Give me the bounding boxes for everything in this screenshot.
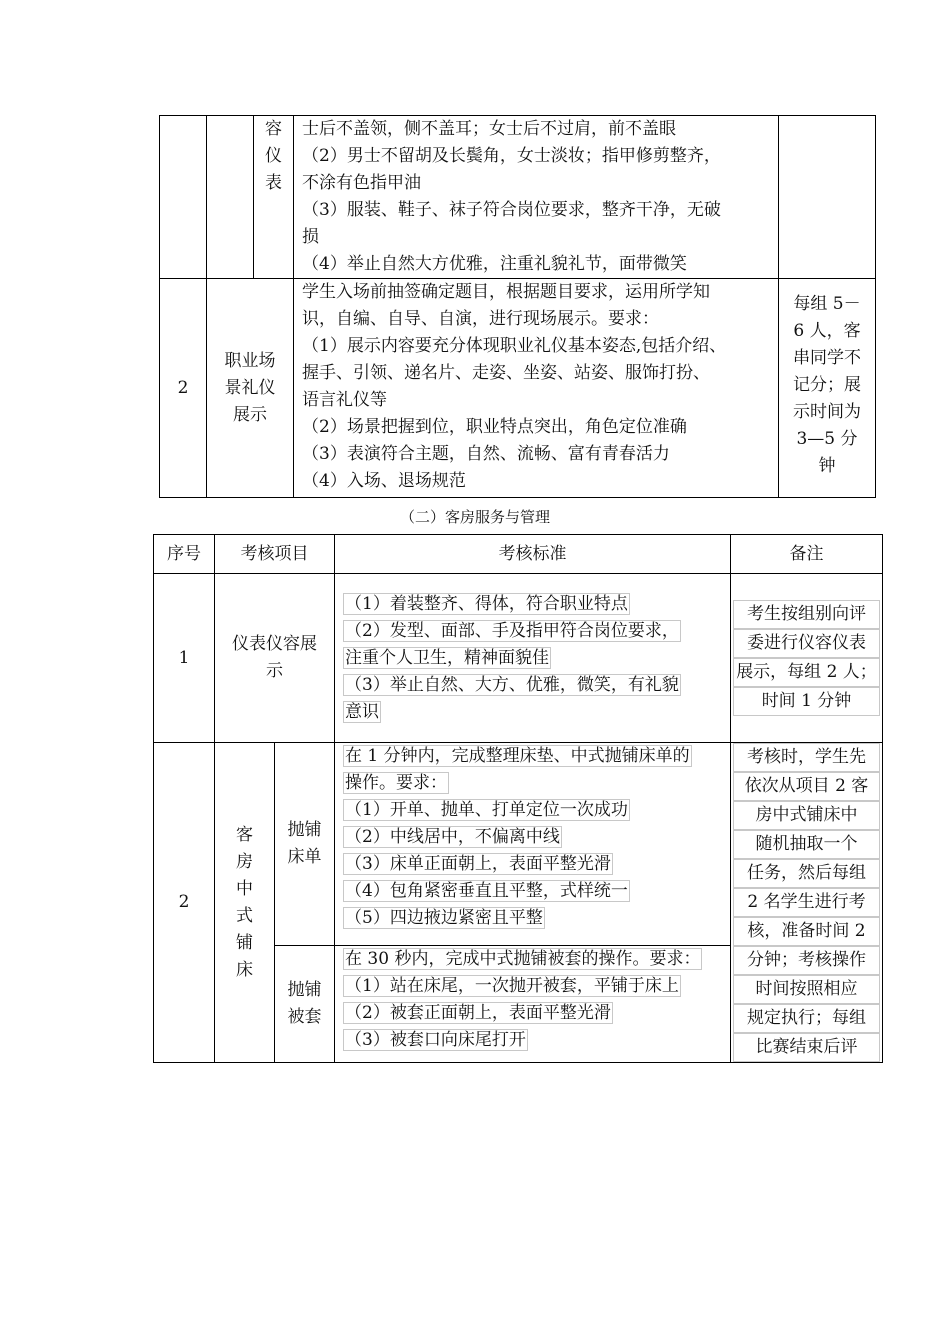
- standard-cell: （1）着装整齐、得体，符合职业特点 （2）发型、面部、手及指甲符合岗位要求， 注重个人卫生，精神面貌佳 （3）举止自然、大方、优雅，微笑，有礼貌 意识: [335, 574, 731, 743]
- item-cell: 仪表仪容展 示: [215, 574, 335, 743]
- table-etiquette-continued: [159, 115, 876, 498]
- note-cell: [779, 116, 876, 279]
- standard-cell: 在 30 秒内，完成中式抛铺被套的操作。要求： （1）站在床尾，一次抛开被套，平铺于床上 （2）被套正面朝上，表面平整光滑 （3）被套口向床尾打开: [335, 946, 731, 1063]
- no-cell: [160, 116, 207, 279]
- header-item: 考核项目: [215, 535, 335, 574]
- table-row: [154, 743, 883, 946]
- no-cell: 1: [154, 574, 215, 743]
- item-cell: 客 房 中 式 铺 床: [215, 743, 275, 1063]
- sub-item-cell: 抛铺 床单: [275, 743, 335, 946]
- no-cell: 2: [160, 279, 207, 498]
- section-caption: （二）客房服务与管理: [399, 508, 550, 526]
- item-cell: [207, 116, 254, 279]
- item-cell: 职业场 景礼仪 展示: [207, 279, 294, 498]
- table-housekeeping: [153, 534, 883, 1063]
- standard-cell: 士后不盖领，侧不盖耳；女士后不过肩，前不盖眼 （2）男士不留胡及长鬓角，女士淡妆；指甲修剪整齐， 不涂有色指甲油 （3）服装、鞋子、袜子符合岗位要求，整齐干净，无破 损 （4）举止自然大方优雅，注重礼貌礼节，面带微笑: [294, 116, 779, 279]
- sub-item-cell: 抛铺 被套: [275, 946, 335, 1063]
- header-no: 序号: [154, 535, 215, 574]
- table-row: [160, 116, 876, 279]
- header-note: 备注: [731, 535, 883, 574]
- note-cell: 考核时，学生先 依次从项目 2 客 房中式铺床中 随机抽取一个 任务，然后每组 2 名学生进行考 核，准备时间 2 分钟；考核操作 时间按照相应 规定执行；每组 比赛结束后评: [731, 743, 883, 1063]
- table-row: [154, 574, 883, 743]
- header-standard: 考核标准: [335, 535, 731, 574]
- no-cell: 2: [154, 743, 215, 1063]
- standard-cell: 在 1 分钟内，完成整理床垫、中式抛铺床单的 操作。要求： （1）开单、抛单、打单定位一次成功 （2）中线居中，不偏离中线 （3）床单正面朝上，表面平整光滑 （4）包角紧密垂直且平整，式样统一 （5）四边掖边紧密且平整: [335, 743, 731, 946]
- standard-cell: 学生入场前抽签确定题目，根据题目要求，运用所学知 识，自编、自导、自演，进行现场展示。要求： （1）展示内容要充分体现职业礼仪基本姿态,包括介绍、 握手、引领、递名片、走姿、坐姿、站姿、服饰打扮、 语言礼仪等 （2）场景把握到位，职业特点突出，角色定位准确 （3）表演符合主题，自然、流畅、富有青春活力 （4）入场、退场规范: [294, 279, 779, 498]
- table-header-row: [154, 535, 883, 574]
- note-cell: 每组 5－ 6 人，客 串同学不 记分；展 示时间为 3—5 分 钟: [779, 279, 876, 498]
- table-row: [160, 279, 876, 498]
- sub-item-cell: 容 仪 表: [254, 116, 294, 279]
- note-cell: 考生按组别向评 委进行仪容仪表 展示，每组 2 人； 时间 1 分钟: [731, 574, 883, 743]
